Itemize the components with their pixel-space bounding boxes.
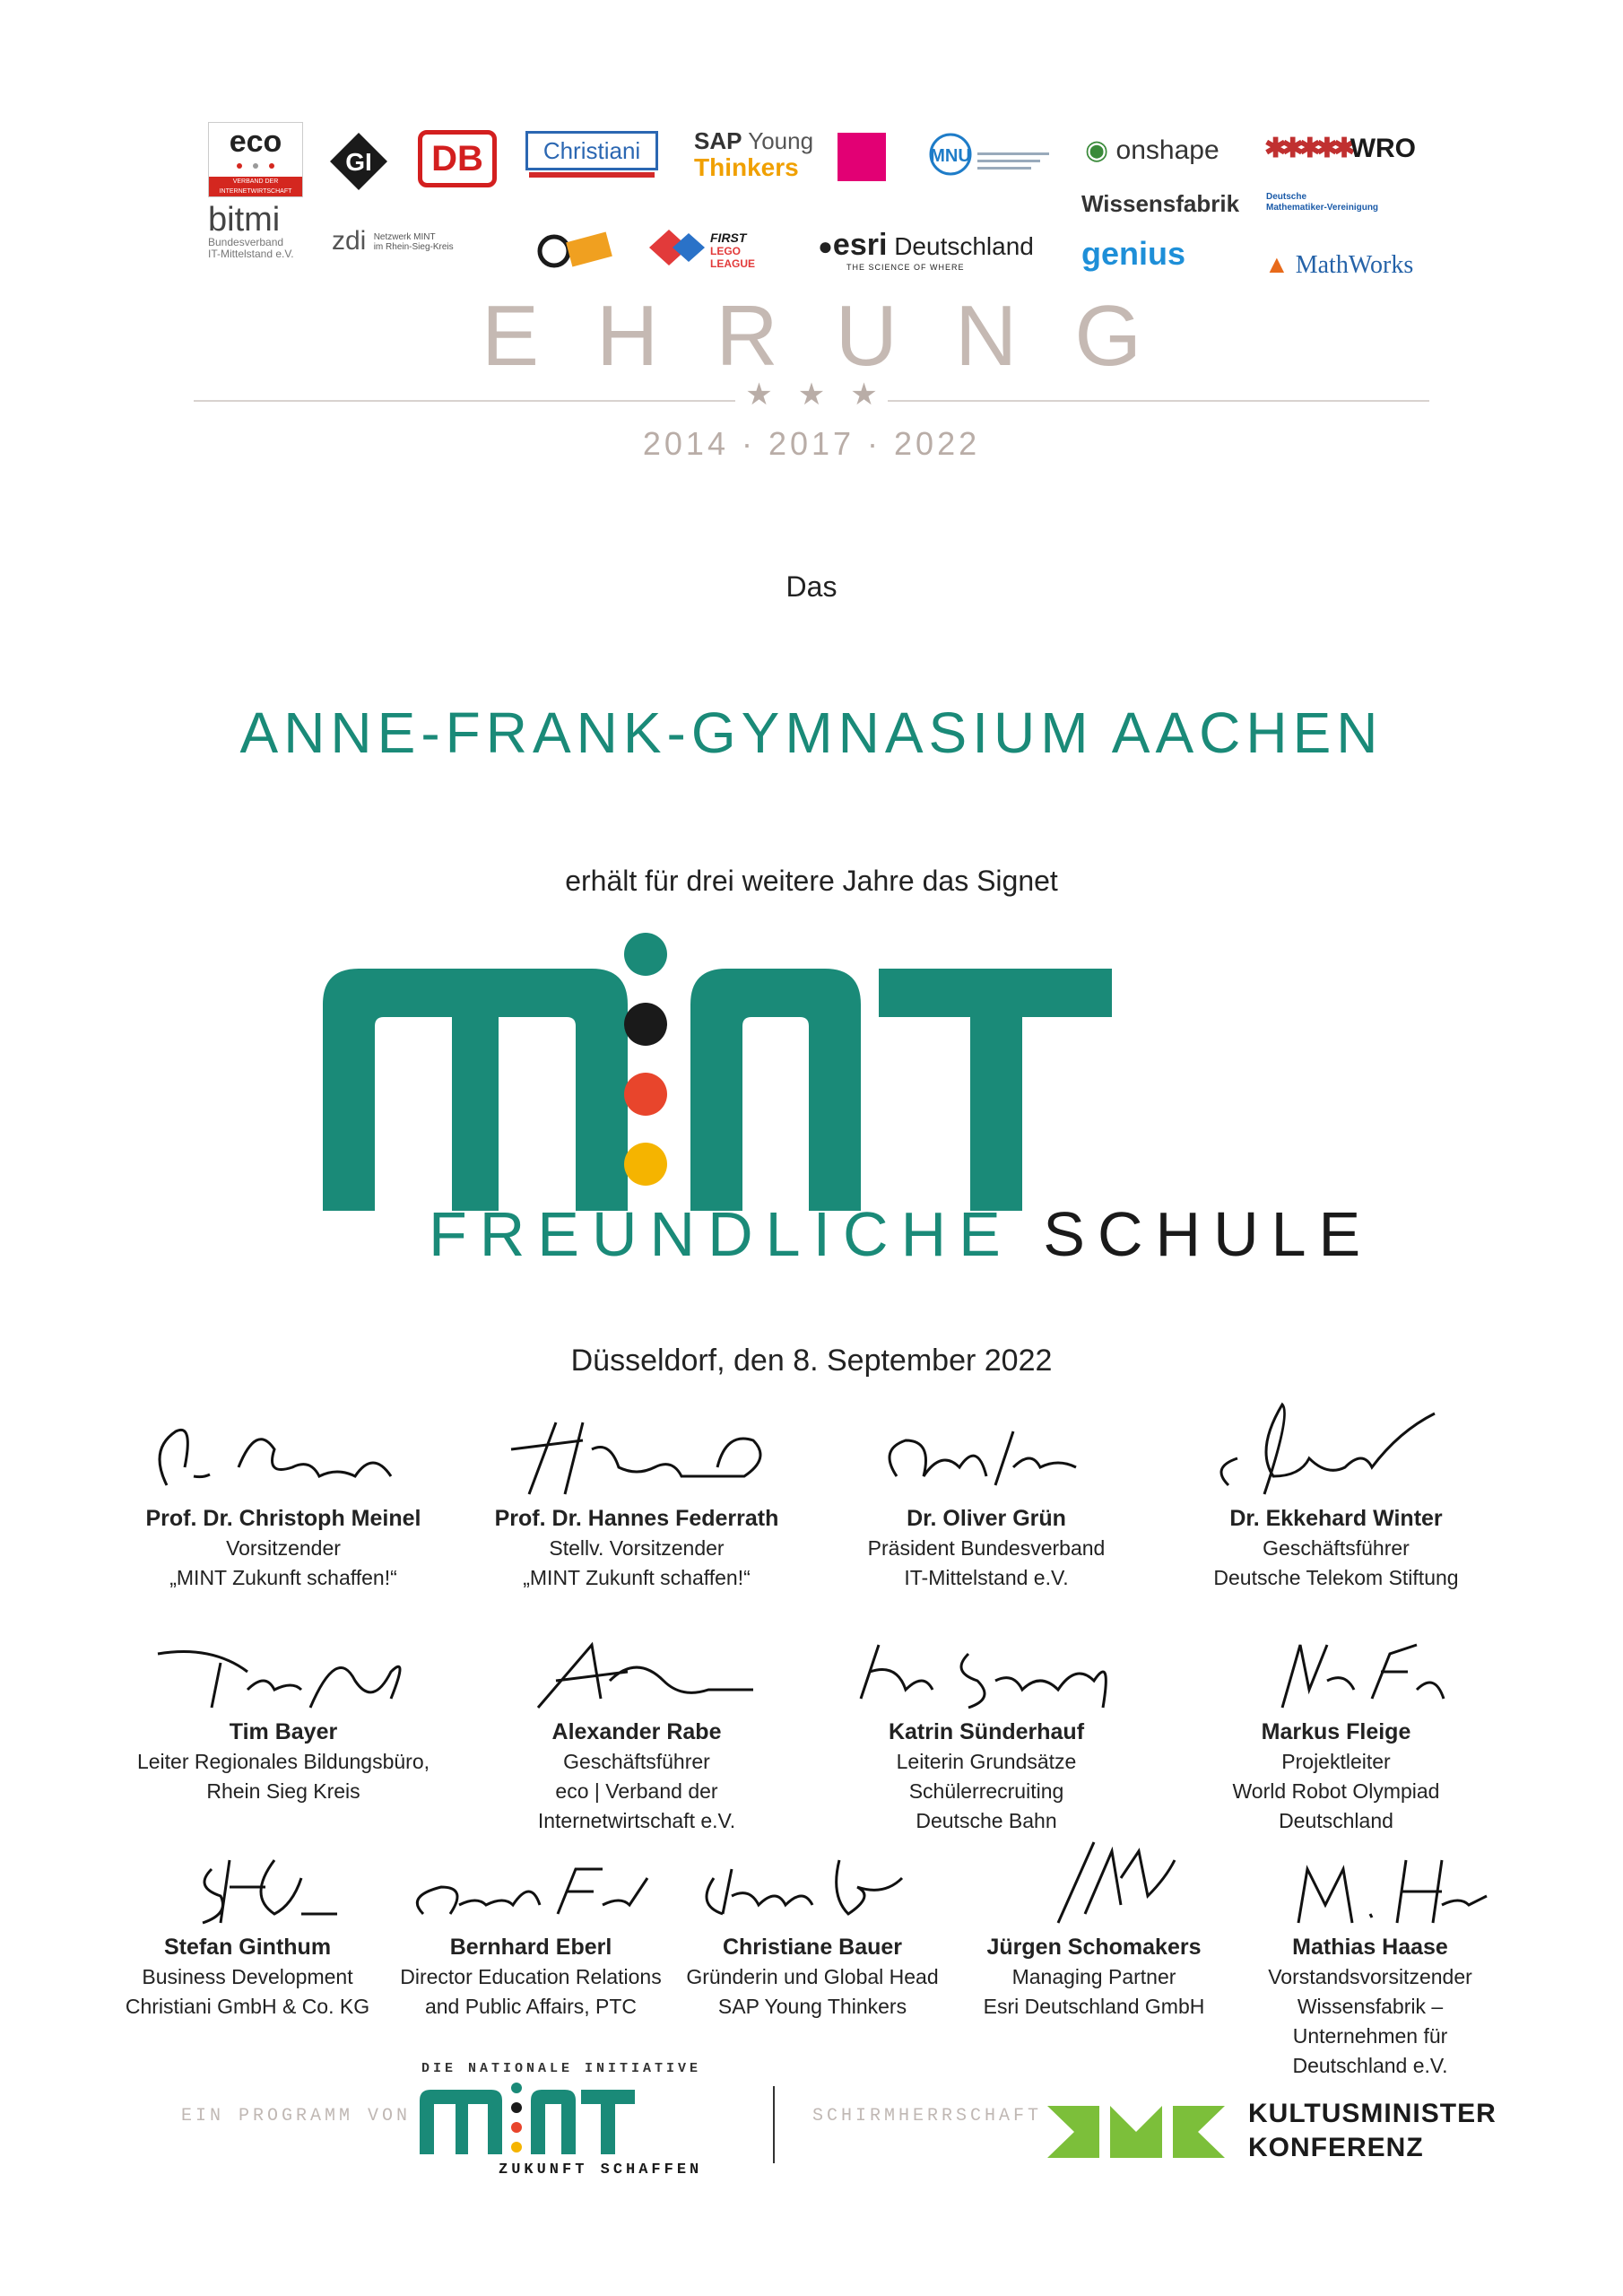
signatory-name: Mathias Haase bbox=[1292, 1935, 1448, 1960]
signatory-rabe bbox=[475, 1627, 798, 1836]
stars-icon: ★★★ bbox=[745, 378, 903, 412]
signatory-role: Deutsche Telekom Stiftung bbox=[1213, 1566, 1459, 1589]
zdi-logo-sub2: im Rhein-Sieg-Kreis bbox=[373, 242, 454, 253]
signatory-name: Prof. Dr. Hannes Federrath bbox=[494, 1506, 779, 1531]
signatory-suenderhauf bbox=[825, 1627, 1148, 1836]
signatory-role: Unternehmen für bbox=[1292, 2024, 1448, 2048]
signature-meinel bbox=[140, 1413, 427, 1503]
mint-dot-yellow-icon bbox=[624, 1143, 667, 1186]
signatory-role: Gründerin und Global Head bbox=[686, 1965, 939, 1988]
mathworks-logo bbox=[1264, 251, 1413, 280]
onshape-logo bbox=[1085, 135, 1219, 166]
svg-text:FIRST: FIRST bbox=[710, 230, 747, 245]
sap-logo-young: Young bbox=[748, 127, 814, 154]
bitmi-logo-text: bitmi bbox=[208, 201, 281, 239]
esri-logo-sub: THE SCIENCE OF WHERE bbox=[846, 263, 965, 272]
dmv-logo-line2: Mathematiker-Vereinigung bbox=[1266, 203, 1379, 213]
signatory-schomakers bbox=[933, 1824, 1255, 2022]
program-label: EIN PROGRAMM VON bbox=[181, 2106, 412, 2126]
signatory-name: Tim Bayer bbox=[229, 1719, 338, 1744]
school-name: ANNE-FRANK-GYMNASIUM AACHEN bbox=[239, 700, 1384, 765]
eco-logo bbox=[208, 122, 303, 197]
wro-logo-text: WRO bbox=[1350, 134, 1417, 163]
signatory-role: Geschäftsführer bbox=[563, 1750, 710, 1773]
svg-text:LEGO: LEGO bbox=[710, 245, 742, 257]
signet-word-freundliche: FREUNDLICHE bbox=[429, 1199, 1013, 1269]
zdi-logo bbox=[332, 226, 454, 257]
dmv-logo-line1: Deutsche bbox=[1266, 192, 1307, 202]
signature-bayer bbox=[140, 1627, 427, 1717]
sap-logo-thinkers: Thinkers bbox=[694, 153, 799, 181]
signatory-fleige bbox=[1175, 1627, 1497, 1836]
esri-logo bbox=[818, 228, 1034, 272]
signatory-name: Dr. Ekkehard Winter bbox=[1229, 1506, 1443, 1531]
first-lego-league-logo bbox=[646, 224, 771, 271]
svg-text:MNU: MNU bbox=[930, 146, 971, 166]
eco-logo-subtitle: VERBAND DER INTERNETWIRTSCHAFT bbox=[209, 177, 302, 196]
kmk-logo bbox=[1047, 2099, 1227, 2163]
signatory-name: Markus Fleige bbox=[1261, 1719, 1411, 1744]
signatory-role: Leiterin Grundsätze bbox=[896, 1750, 1077, 1773]
bitmi-logo bbox=[208, 203, 307, 265]
signatory-role: „MINT Zukunft schaffen!“ bbox=[169, 1566, 397, 1589]
footer-divider bbox=[773, 2086, 775, 2163]
signature-schomakers bbox=[950, 1824, 1237, 1932]
award-years: 2014 · 2017 · 2022 bbox=[642, 425, 981, 462]
telekom-stiftung-logo bbox=[838, 133, 886, 181]
signatory-role: Wissensfabrik – bbox=[1297, 1995, 1444, 2018]
signatory-name: Christiane Bauer bbox=[722, 1935, 903, 1960]
signatory-role: Deutsche Bahn bbox=[916, 1809, 1057, 1832]
wro-logo bbox=[1264, 133, 1416, 164]
signature-ginthum bbox=[104, 1842, 391, 1932]
signatory-gruen bbox=[825, 1413, 1148, 1593]
wro-people-icon: ✱✱✱✱✱ bbox=[1264, 134, 1350, 163]
signatory-role: World Robot Olympiad bbox=[1232, 1779, 1440, 1803]
signatory-role: and Public Affairs, PTC bbox=[424, 1995, 638, 2018]
signatory-role: Business Development bbox=[142, 1965, 353, 1988]
kmk-title-line1: KULTUSMINISTER bbox=[1248, 2099, 1497, 2128]
signatory-role: Internetwirtschaft e.V. bbox=[537, 1809, 736, 1832]
bundesweiter-wettbewerb-logo bbox=[536, 224, 613, 274]
signatory-ginthum bbox=[86, 1842, 409, 2022]
signatory-winter bbox=[1175, 1396, 1497, 1593]
mathworks-icon: ▲ bbox=[1264, 251, 1289, 279]
signature-rabe bbox=[493, 1627, 780, 1717]
signatory-name: Bernhard Eberl bbox=[449, 1935, 612, 1960]
intro-text: Das bbox=[785, 570, 838, 603]
signatory-name: Alexander Rabe bbox=[551, 1719, 722, 1744]
mint-dot-green-icon bbox=[624, 933, 667, 976]
signatory-role: SAP Young Thinkers bbox=[717, 1995, 907, 2018]
signatory-role: Vorstandsvorsitzender bbox=[1268, 1965, 1472, 1988]
mint-dot-red-icon bbox=[624, 1073, 667, 1116]
place-and-date: Düsseldorf, den 8. September 2022 bbox=[570, 1344, 1053, 1378]
signature-fleige bbox=[1193, 1627, 1480, 1717]
signatory-role: Schülerrecruiting bbox=[908, 1779, 1064, 1803]
signature-winter bbox=[1193, 1396, 1480, 1503]
signatory-role: Deutschland bbox=[1279, 1809, 1393, 1832]
eco-dots-icon bbox=[234, 162, 277, 170]
signatory-role: „MINT Zukunft schaffen!“ bbox=[523, 1566, 751, 1589]
signatory-role: Deutschland e.V. bbox=[1292, 2054, 1448, 2077]
signatory-role: Präsident Bundesverband bbox=[867, 1536, 1106, 1560]
mnu-logo bbox=[929, 127, 1055, 190]
mathworks-logo-text: MathWorks bbox=[1295, 251, 1414, 279]
db-logo: DB bbox=[418, 130, 497, 187]
zukunft-schaffen-label: ZUKUNFT SCHAFFEN bbox=[499, 2161, 703, 2179]
esri-globe-icon: ● bbox=[818, 232, 833, 260]
signatory-role: Leiter Regionales Bildungsbüro, bbox=[136, 1750, 430, 1773]
bitmi-logo-sub1: Bundesverband bbox=[208, 236, 284, 248]
signature-eberl bbox=[387, 1842, 674, 1932]
signet-subtitle bbox=[429, 1198, 1373, 1270]
signatory-haase bbox=[1209, 1842, 1532, 2081]
signature-bauer bbox=[669, 1842, 956, 1932]
zdi-logo-text: zdi bbox=[332, 226, 367, 256]
sap-young-thinkers-logo bbox=[694, 127, 813, 181]
signatory-name: Dr. Oliver Grün bbox=[907, 1506, 1066, 1531]
signatory-bayer bbox=[122, 1627, 445, 1806]
mint-signet-logo bbox=[323, 933, 1112, 1211]
signature-federrath bbox=[493, 1413, 780, 1503]
signature-gruen bbox=[843, 1413, 1130, 1503]
signatory-name: Stefan Ginthum bbox=[163, 1935, 332, 1960]
dmv-logo bbox=[1266, 192, 1378, 213]
signatory-name: Jürgen Schomakers bbox=[986, 1935, 1202, 1960]
sap-logo-sap: SAP bbox=[694, 127, 742, 154]
award-title: EHRUNG bbox=[481, 288, 1199, 384]
wissensfabrik-logo: Wissensfabrik bbox=[1081, 190, 1240, 217]
svg-text:LEAGUE: LEAGUE bbox=[710, 257, 756, 270]
genius-logo: genius bbox=[1081, 235, 1186, 272]
signatory-role: Geschäftsführer bbox=[1263, 1536, 1410, 1560]
christiani-logo-underline bbox=[529, 172, 655, 178]
mint-dot-black-icon bbox=[624, 1003, 667, 1046]
gi-logo bbox=[330, 133, 387, 190]
svg-text:GI: GI bbox=[345, 148, 372, 176]
zdi-logo-sub1: Netzwerk MINT bbox=[373, 232, 436, 243]
mint-zukunft-schaffen-logo bbox=[420, 2083, 635, 2154]
signatory-role: Managing Partner bbox=[1011, 1965, 1176, 1988]
signatory-meinel bbox=[122, 1413, 445, 1593]
signatory-bauer bbox=[651, 1842, 974, 2022]
esri-logo-country: Deutschland bbox=[894, 232, 1034, 260]
statement-text: erhält für drei weitere Jahre das Signet bbox=[565, 865, 1058, 897]
signatory-role: Esri Deutschland GmbH bbox=[983, 1995, 1205, 2018]
eco-logo-text: eco bbox=[229, 125, 282, 159]
initiative-label: DIE NATIONALE INITIATIVE bbox=[421, 2061, 702, 2076]
signatory-eberl bbox=[369, 1842, 692, 2022]
signatory-role: eco | Verband der bbox=[555, 1779, 718, 1803]
christiani-logo: Christiani bbox=[525, 131, 658, 170]
signatory-role: Christiani GmbH & Co. KG bbox=[125, 1995, 370, 2018]
signatory-role: IT-Mittelstand e.V. bbox=[904, 1566, 1069, 1589]
signatory-name: Katrin Sünderhauf bbox=[888, 1719, 1085, 1744]
onshape-icon: ◉ bbox=[1085, 135, 1109, 165]
signatory-role: Vorsitzender bbox=[226, 1536, 341, 1560]
signature-haase bbox=[1227, 1842, 1514, 1932]
esri-logo-text: esri bbox=[832, 228, 888, 262]
kmk-title-line2: KONFERENZ bbox=[1248, 2133, 1424, 2162]
patronage-label: SCHIRMHERRSCHAFT bbox=[812, 2106, 1043, 2126]
signatory-role: Director Education Relations bbox=[400, 1965, 662, 1988]
signature-suenderhauf bbox=[843, 1627, 1130, 1717]
signatory-role: Stellv. Vorsitzender bbox=[549, 1536, 725, 1560]
signatory-role: Rhein Sieg Kreis bbox=[206, 1779, 360, 1803]
signet-word-schule: SCHULE bbox=[1043, 1199, 1374, 1269]
signatory-name: Prof. Dr. Christoph Meinel bbox=[145, 1506, 421, 1531]
signatory-federrath bbox=[475, 1413, 798, 1593]
bitmi-logo-sub2: IT-Mittelstand e.V. bbox=[208, 248, 294, 260]
signatory-role: Projektleiter bbox=[1281, 1750, 1391, 1773]
onshape-logo-text: onshape bbox=[1115, 135, 1219, 165]
